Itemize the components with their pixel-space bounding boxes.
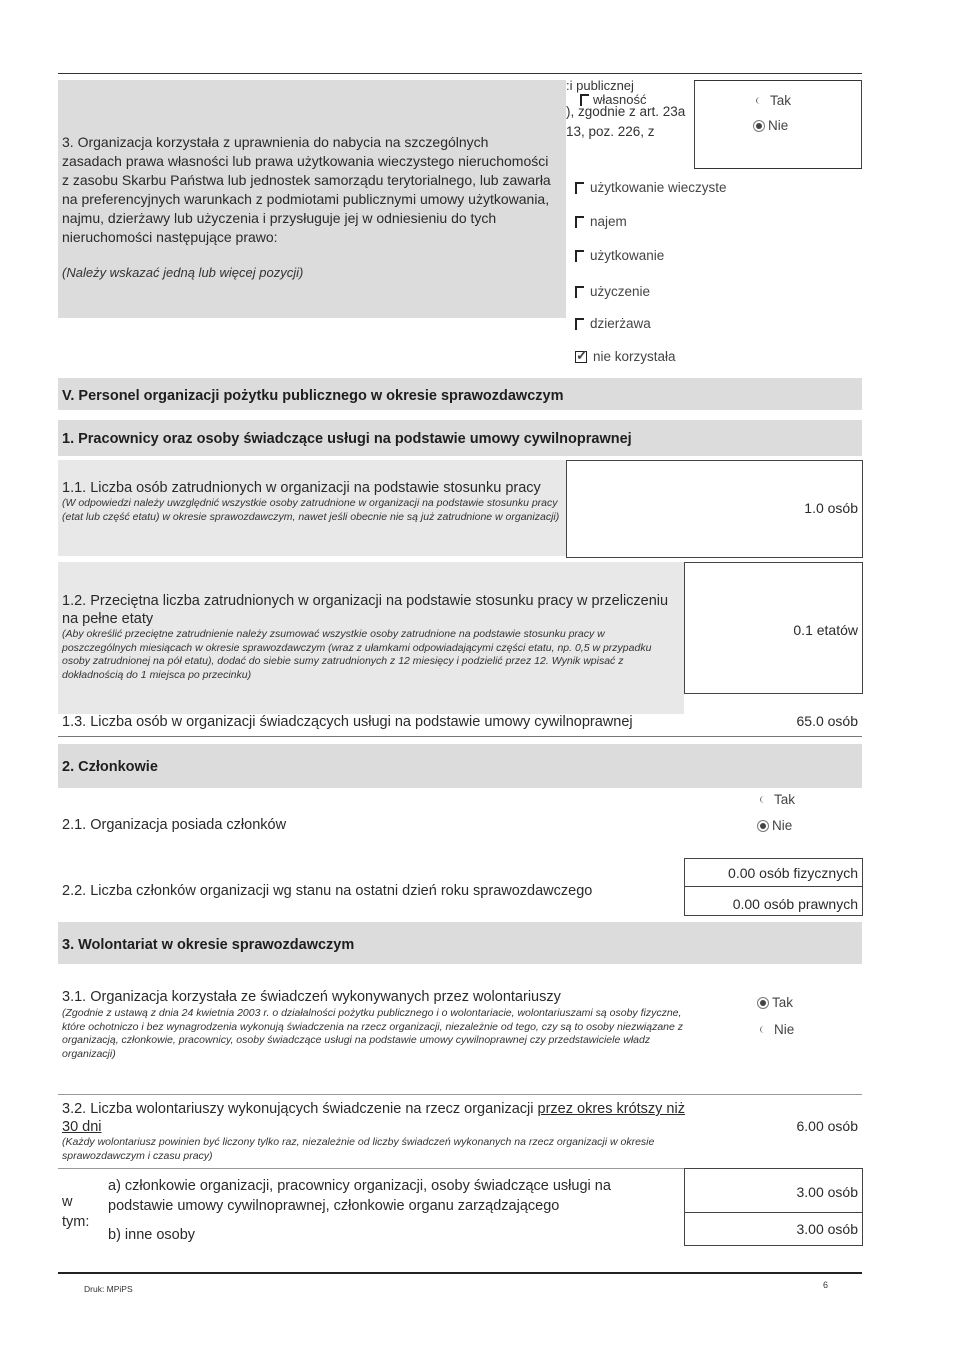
checkbox-checked-icon bbox=[575, 351, 587, 363]
radio-icon bbox=[760, 1026, 768, 1033]
radio-icon bbox=[756, 97, 764, 104]
wtym-b-label: b) inne osoby bbox=[108, 1227, 196, 1243]
checkbox-icon bbox=[575, 216, 584, 228]
option-uzyczenie[interactable]: użyczenie bbox=[575, 284, 650, 299]
q21-title: 2.1. Organizacja posiada członków bbox=[62, 817, 287, 833]
wtym-a-value: 3.00 osób bbox=[796, 1184, 858, 1200]
checkbox-icon bbox=[575, 250, 584, 262]
option-dzierzawa[interactable]: dzierżawa bbox=[575, 316, 651, 331]
q12-note: (Aby określić przeciętne zatrudnienie należy zsumować wszystkie osoby zatrudnione na podstawie stosunku pracy w poszczególnych miesiącach w okresie sprawozdawczym (wraz z ułamkami odpowiadającymi części etatu, np. 0,5 w przypadku osoby zatrudnionej na pół etatu), dodać do siebie sumy zatrudnionych z 12 miesięcy i podzielić przez 12. Wynik wpisać z dokładnością do 1 miejsca po przecinku) bbox=[62, 628, 652, 681]
section-iv3-cut-text-2: własność bbox=[580, 92, 646, 107]
option-nie-korzystala[interactable]: ✓ nie korzystała bbox=[575, 349, 676, 364]
wtym-label-1: w bbox=[62, 1194, 73, 1210]
q11-value: 1.0 osób bbox=[804, 500, 858, 516]
wtym-a-label: a) członkowie organizacji, pracownicy organizacji, osoby świadczące usługi na podstawie umowy cywilnoprawnej, członkowie organu zarządzającego bbox=[108, 1178, 611, 1214]
q11-title: 1.1. Liczba osób zatrudnionych w organizacji na podstawie stosunku pracy bbox=[62, 480, 541, 496]
q22-title: 2.2. Liczba członków organizacji wg stanu na ostatni dzień roku sprawozdawczego bbox=[62, 883, 593, 899]
section-v3-title: 3. Wolontariat w okresie sprawozdawczym bbox=[62, 937, 355, 953]
q31-title: 3.1. Organizacja korzystała ze świadczeń wykonywanych przez wolontariuszy bbox=[62, 989, 561, 1005]
section-iv3-cut-text-1: :i publicznej bbox=[566, 78, 634, 93]
radio-selected-icon bbox=[760, 1000, 766, 1006]
q11-note: (W odpowiedzi należy uwzględnić wszystkie osoby zatrudnione w organizacji na podstawie stosunku pracy (etat lub część etatu) w okresie sprawozdawczym, nawet jeśli obecnie nie są już zatrudnione w organizacji) bbox=[62, 497, 560, 523]
radio-selected-icon bbox=[760, 823, 766, 829]
section-v1-title: 1. Pracownicy oraz osoby świadczące usługi na podstawie umowy cywilnoprawnej bbox=[62, 431, 632, 447]
section-iv3-question: 3. Organizacja korzystała z uprawnienia do nabycia na szczególnych zasadach prawa własności lub prawa użytkowania wieczystego nieruchomości z zasobu Skarbu Państwa lub jednostek samorządu terytorialnego, lub zawarła na preferencyjnych warunkach z podmiotami publicznymi umowy użytkowania, najmu, dzierżawy lub użyczenia i przysługuje jej w odniesieniu do tych nieruchomości następujące prawo: bbox=[62, 134, 551, 245]
option-uzytkowanie-wieczyste[interactable]: użytkowanie wieczyste bbox=[575, 180, 727, 195]
q13-value: 65.0 osób bbox=[796, 713, 858, 729]
footer-page-number: 6 bbox=[823, 1280, 829, 1290]
checkbox-icon bbox=[575, 318, 584, 330]
q32-note: (Każdy wolontariusz powinien być liczony tylko raz, niezależnie od liczby świadczeń wykonanych na rzecz organizacji w okresie sprawozdawczym i czasu pracy) bbox=[62, 1136, 655, 1162]
q12-title: 1.2. Przeciętna liczba zatrudnionych w organizacji na podstawie stosunku pracy w przeliczeniu na pełne etaty bbox=[62, 593, 669, 627]
section-iv3-cut-text-4: 13, poz. 226, z bbox=[566, 124, 655, 139]
section-iv3-radio-no[interactable]: Nie bbox=[756, 118, 788, 133]
wtym-b-value: 3.00 osób bbox=[796, 1221, 858, 1237]
q22-value-2: 0.00 osób prawnych bbox=[732, 896, 858, 912]
wtym-label-2: tym: bbox=[62, 1214, 90, 1230]
radio-icon bbox=[760, 796, 768, 803]
section-iv3-note: (Należy wskazać jedną lub więcej pozycji) bbox=[62, 265, 304, 280]
footer-print: Druk: MPiPS bbox=[84, 1284, 133, 1294]
option-uzytkowanie[interactable]: użytkowanie bbox=[575, 248, 664, 263]
checkbox-icon bbox=[575, 182, 584, 194]
q31-note: (Zgodnie z ustawą z dnia 24 kwietnia 2003 r. o działalności pożytku publicznego i o wolontariacie, wolontariuszami są osoby fizyczne, które ochotniczo i bez wynagrodzenia wykonują świadczenia na rzecz organizacji, niezależnie od tego, czy są to osoby niezwiązane z organizacją, członkowie, pracownicy, osoby świadczące usługi na podstawie umowy cywilnoprawnej czy przedstawiciele władz organizacji) bbox=[62, 1007, 684, 1060]
q12-value: 0.1 etatów bbox=[793, 622, 858, 638]
q32-value: 6.00 osób bbox=[796, 1118, 858, 1134]
q22-value-1: 0.00 osób fizycznych bbox=[728, 865, 858, 881]
section-v2-header bbox=[58, 744, 862, 788]
section-iv3-radio-yes[interactable]: Tak bbox=[756, 93, 791, 108]
section-v2-title: 2. Członkowie bbox=[62, 759, 158, 775]
q13-title: 1.3. Liczba osób w organizacji świadczących usługi na podstawie umowy cywilnoprawnej bbox=[62, 714, 633, 730]
q21-radio-yes[interactable]: Tak bbox=[760, 792, 795, 807]
section-iv3-cut-text-3: ), zgodnie z art. 23a bbox=[566, 104, 686, 119]
q31-radio-yes[interactable]: Tak bbox=[760, 995, 793, 1010]
radio-selected-icon bbox=[756, 123, 762, 129]
q32-title: 3.2. Liczba wolontariuszy wykonujących świadczenie na rzecz organizacji przez okres krótszy niż 30 dni bbox=[62, 1101, 685, 1135]
option-najem[interactable]: najem bbox=[575, 214, 627, 229]
q31-radio-no[interactable]: Nie bbox=[760, 1022, 794, 1037]
section-v-title: V. Personel organizacji pożytku publicznego w okresie sprawozdawczym bbox=[62, 388, 564, 404]
q21-radio-no[interactable]: Nie bbox=[760, 818, 792, 833]
checkbox-icon bbox=[575, 286, 584, 298]
